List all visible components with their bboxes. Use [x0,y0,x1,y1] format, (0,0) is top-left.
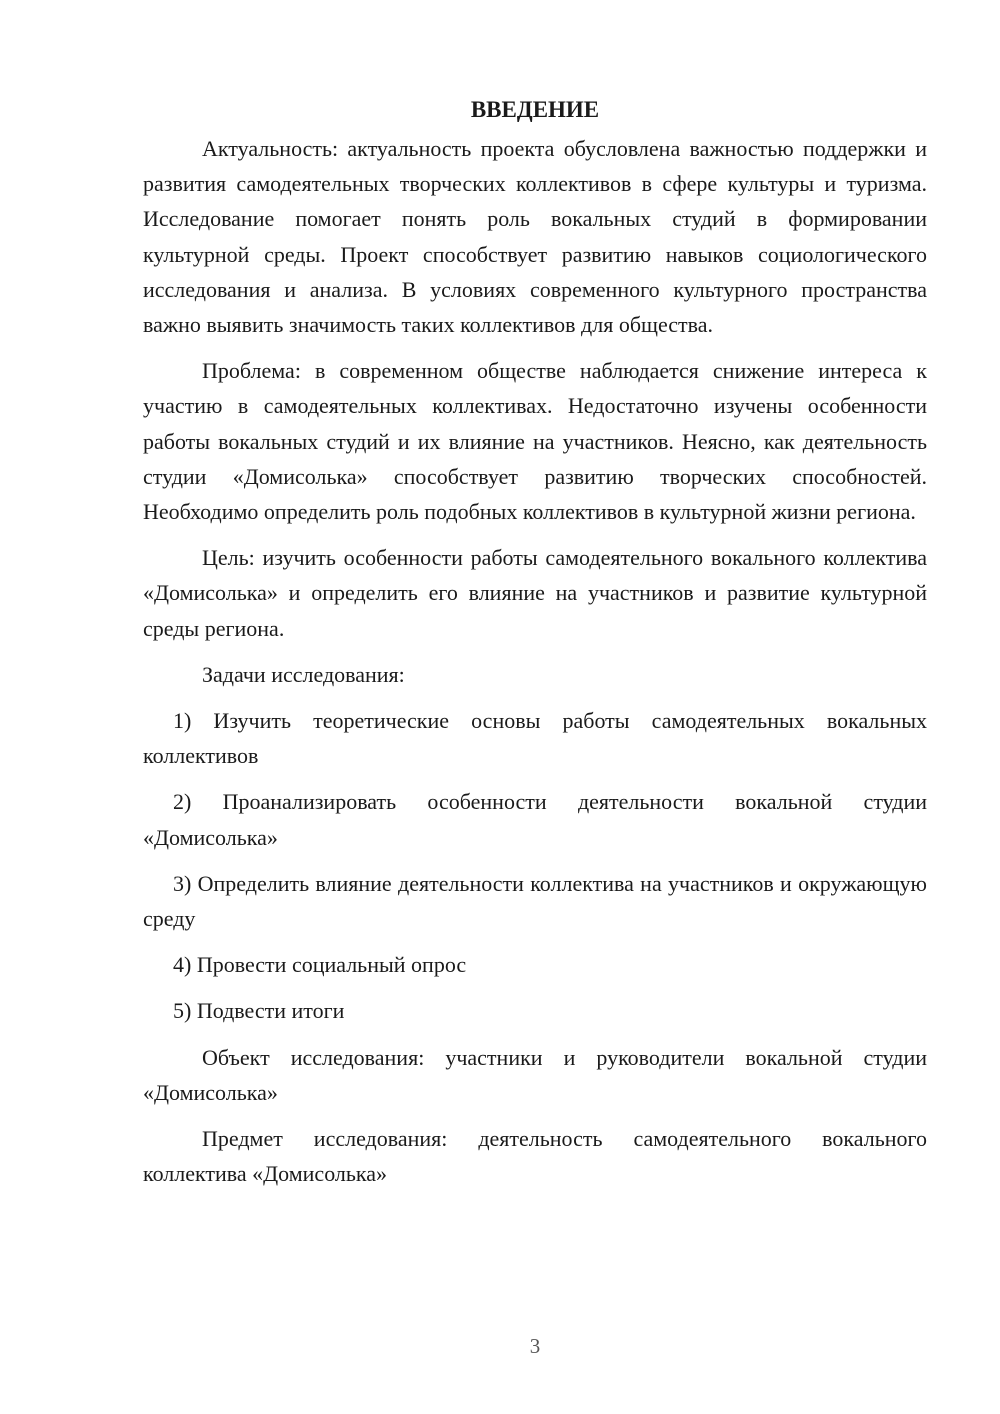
page-number: 3 [529,1334,541,1358]
task-item-2: 2) Проанализировать особенности деятельности вокальной студии «Домисолька» [143,789,927,850]
task-item-4: 4) Провести социальный опрос [173,952,467,978]
task-item-1: 1) Изучить теоретические основы работы самодеятельных вокальных коллективов [143,708,927,769]
task-item-3: 3) Определить влияние деятельности коллектива на участников и окружающую среду [143,870,927,932]
tasks-heading: Задачи исследования: [202,661,405,687]
task-item-5: 5) Подвести итоги [173,998,345,1024]
paragraph-object: Объект исследования: участники и руководители вокальной студии «Домисолька» [143,1044,927,1105]
section-heading: ВВЕДЕНИЕ [470,97,600,122]
paragraph-problem: Проблема: в современном обществе наблюдается снижение интереса к участию в самодеятельных коллективах. Недостаточно изучены особенности работы вокальных студий и их влияние на участников. Неясно, как деятельность студии «Домисолька» способствует развитию творческих способностей. Необходимо определить роль подобных коллективов в культурной жизни региона. [143,358,927,525]
document-page [143,92,927,1202]
paragraph-goal: Цель: изучить особенности работы самодеятельного вокального коллектива «Домисолька» и определить его влияние на участников и развитие культурной среды региона. [143,545,927,641]
paragraph-subject: Предмет исследования: деятельность самодеятельного вокального коллектива «Домисолька» [143,1126,927,1187]
paragraph-relevance: Актуальность: актуальность проекта обусловлена важностью поддержки и развития самодеятельных творческих коллективов в сфере культуры и туризма. Исследование помогает понять роль вокальных студий в формировании культурной среды. Проект способствует развитию навыков социологического исследования и анализа. В условиях современного культурного пространства важно выявить значимость таких коллективов для общества. [143,136,927,338]
